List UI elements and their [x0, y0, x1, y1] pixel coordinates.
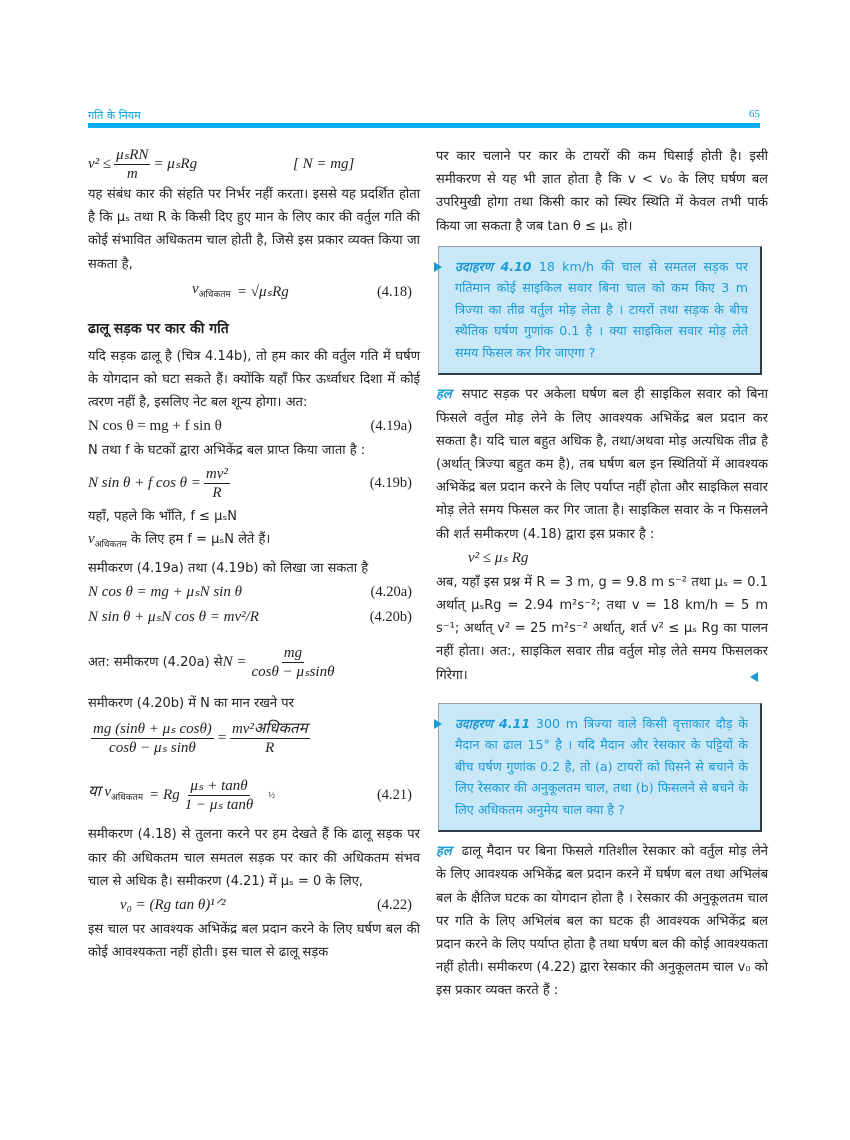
equation-4-20b [88, 605, 420, 630]
solution-label: हल [436, 844, 452, 860]
equation-4-19a [88, 414, 420, 439]
eq-lhs: N sin θ + f cos θ = [88, 475, 201, 492]
numerator: μₛRN [116, 146, 149, 163]
eq-lhs: $v_{अधिकतम}$ [192, 281, 231, 301]
paragraph: यहाँ, पहले कि भाँति, f ≤ μₛN [88, 508, 237, 524]
solution-paragraph [436, 571, 768, 687]
equation-number: (4.20b) [369, 609, 412, 626]
numerator: μₛ + tanθ [190, 777, 248, 794]
equation-4-22 [88, 893, 420, 918]
numerator: mv²अधिकतम [231, 720, 308, 737]
fraction [91, 720, 214, 757]
paragraph: N तथा f के घटकों द्वारा अभिकेंद्र बल प्राप्त किया जाता है : [88, 443, 366, 459]
left-column [88, 145, 420, 964]
triangle-marker-icon [434, 719, 442, 729]
denominator: m [126, 165, 138, 182]
right-column [436, 145, 768, 1003]
paragraph: पर कार चलाने पर कार के टायरों की कम घिसाई होती है। इसी समीकरण से यह भी ज्ञात होता है कि v < v₀ के लिए घर्षण बल उपरिमुखी होगा तथा किसी कार को स्थिर स्थिति में केवल तभी पार्क किया जा सकता है जब tan θ ≤ μₛ हो। [436, 149, 768, 234]
paragraph: इस चाल पर आवश्यक अभिकेंद्र बल प्रदान करने के लिए घर्षण बल की कोई आवश्यकता नहीं होती। इस चाल से ढालू सड़क [88, 922, 420, 961]
example-box-4-10 [438, 246, 762, 376]
denominator: cosθ − μₛ sinθ [109, 739, 196, 756]
equation-N [88, 636, 420, 688]
solution-text: ढालू मैदान पर बिना फिसले गतिशील रेसकार को वर्तुल मोड़ लेने के लिए आवश्यक अभिकेंद्र बल प्रदान करने में घर्षण बल तथा अभिलंब बल के क्षैतिज घटक का योगदान होता है । रेसकार की अनुकूलतम चाल पर गति के लिए अभिलंब बल का घटक ही आवश्यक अभिकेंद्र बल प्रदान करने के लिए पर्याप्त होता है तथा घर्षण बल की कोई आवश्यकता नहीं होती। समीकरण (4.22) द्वारा रेसकार की अनुकूलतम चाल v₀ को इस प्रकार व्यक्त करते हैं : [436, 844, 768, 999]
solution-text: अब, यहाँ इस प्रश्न में R = 3 m, g = 9.8 m s⁻² तथा μₛ = 0.1 अर्थात् μₛRg = 2.94 m²s⁻²; तथा v = 18 km/h = 5 m s⁻¹; अर्थात् v² = 25 m²s⁻² अर्थात्, शर्त v² ≤ μₛ Rg का पालन नहीं होता। अत:, साइकिल सवार तीव्र वर्तुल मोड़ लेते समय फिसलकर गिरेगा। [436, 574, 768, 683]
eq-text: N cos θ = mg + f sin θ [88, 418, 222, 435]
eq-prefix: अत: समीकरण (4.20a) से [88, 654, 223, 670]
eq-lhs: या $v_{अधिकतम}$ [88, 783, 144, 803]
example-label: उदाहरण 4.11 [455, 715, 531, 731]
example-text: 300 m त्रिज्या वाले किसी वृत्ताकार दौड़ के मैदान का ढाल 15° है । यदि मैदान और रेसकार के पट्टियों के बीच घर्षण गुणांक 0.2 है, तो (a) टायरों को घिसने से बचाने के लिए रेसकार की अनुकूलतम चाल, तथा (b) फिसलने से बचने के लिए अधिकतम अनुमेय चाल क्या है ? [455, 715, 748, 817]
paragraph: $v_{अधिकतम}$ के लिए हम f = μₛN लेते हैं। [88, 530, 271, 550]
eq-lhs: v² ≤ [88, 155, 112, 172]
eq-lhs: N = [222, 653, 247, 670]
page-number: 65 [749, 108, 760, 120]
eq-mid: = Rg [149, 786, 180, 803]
example-text: 18 km/h की चाल से समतल सड़क पर गतिमान कोई साइकिल सवार बिना चाल को कम किए 3 m त्रिज्या का तीव्र वर्तुल मोड़ लेता है । टायरों तथा सड़क के बीच स्थैतिक घर्षण गुणांक 0.1 है । क्या साइकिल सवार मोड़ लेते समय फिसल कर गिर जाएगा ? [455, 258, 748, 360]
example-label: उदाहरण 4.10 [455, 258, 532, 274]
eq-text: v² ≤ μₛ Rg [468, 549, 529, 566]
triangle-marker-icon [434, 262, 442, 272]
end-of-solution-icon [750, 672, 758, 682]
fraction [230, 720, 310, 757]
header-rule [88, 123, 760, 128]
equation-number: (4.21) [376, 786, 412, 803]
fraction [249, 644, 336, 681]
eq-rhs: = μₛRg [153, 155, 198, 172]
fraction [204, 465, 230, 502]
paragraph: यह संबंध कार की संहति पर निर्भर नहीं करता। इससे यह प्रदर्शित होता है कि μₛ तथा R के किसी दिए हुए मान के लिए कार की वर्तुल गति की कोई संभावित अधिकतम चाल होती है, जिसे इस प्रकार व्यक्त किया जा सकता है, [88, 187, 420, 272]
paragraph: समीकरण (4.19a) तथा (4.19b) को लिखा जा सकता है [88, 561, 369, 577]
eq-text: v₀ = (Rg tan θ)¹ᐟ² [120, 897, 226, 914]
solution-text: सपाट सड़क पर अकेला घर्षण बल ही साइकिल सवार को बिना फिसले वर्तुल मोड़ लेने के लिए आवश्यक अभिकेंद्र बल प्रदान कर सकता है। यदि चाल बहुत अधिक है, तथा/अथवा मोड़ अत्यधिक तीव्र है (अर्थात् त्रिज्या बहुत कम है), तब घर्षण बल इन स्थितियों में आवश्यक अभिकेंद्र बल प्रदान करने के लिए पर्याप्त नहीं होता और साइकिल सवार मोड़ लेते समय फिसल कर गिर जाता है। साइकिल सवार के न फिसलने की शर्त समीकरण (4.18) द्वारा इस प्रकार है : [436, 387, 768, 542]
fraction [183, 777, 256, 814]
paragraph: समीकरण (4.18) से तुलना करने पर हम देखते हैं कि ढालू सड़क पर कार की अधिकतम चाल समतल सड़क पर कार की अधिकतम संभव चाल से अधिक है। समीकरण (4.21) में μₛ = 0 के लिए, [88, 827, 420, 889]
equation-intro [88, 145, 420, 183]
equation-4-20a [88, 580, 420, 605]
equation-4-19b [88, 463, 420, 505]
numerator: mv² [205, 466, 228, 483]
equation-4-18 [88, 276, 420, 310]
equals: = [216, 729, 227, 746]
equation-number: (4.19a) [370, 418, 412, 435]
equation-substitution [88, 715, 420, 761]
equation-4-21 [88, 767, 420, 823]
denominator: R [265, 739, 275, 756]
eq-text: N sin θ + μₛN cos θ = mv²/R [88, 609, 259, 626]
denominator: R [212, 485, 222, 502]
solution-label: हल [436, 387, 452, 403]
example-box-4-11 [438, 703, 762, 833]
equation-number: (4.19b) [369, 475, 412, 492]
numerator: mg (sinθ + μₛ cosθ) [93, 720, 212, 737]
denominator: cosθ − μₛsinθ [251, 663, 335, 680]
denominator: 1 − μₛ tanθ [184, 796, 254, 813]
paragraph: समीकरण (4.20b) में N का मान रखने पर [88, 696, 294, 712]
numerator: mg [283, 644, 303, 661]
paragraph: यदि सड़क ढालू है (चित्र 4.14b), तो हम कार की वर्तुल गति में घर्षण के योगदान को घटा सकते हैं। क्योंकि यहाँ फिर ऊर्ध्वाधर दिशा में कोई त्वरण नहीं है, इसलिए नेट बल शून्य होगा। अत: [88, 348, 420, 411]
section-heading: ढालू सड़क पर कार की गति [88, 320, 229, 337]
eq-note: [ N = mg] [293, 155, 355, 172]
chapter-title: गति के नियम [88, 109, 141, 122]
equation-number: (4.18) [376, 284, 412, 301]
eq-rhs: = √μₛRg [236, 284, 289, 301]
equation-number: (4.22) [376, 897, 412, 914]
solution-paragraph [436, 840, 768, 1002]
solution-equation [436, 546, 768, 571]
eq-text: N cos θ = mg + μₛN sin θ [88, 584, 242, 601]
fraction [114, 146, 150, 183]
equation-number: (4.20a) [370, 584, 412, 601]
solution-paragraph [436, 383, 768, 545]
exponent: ½ [268, 789, 276, 800]
